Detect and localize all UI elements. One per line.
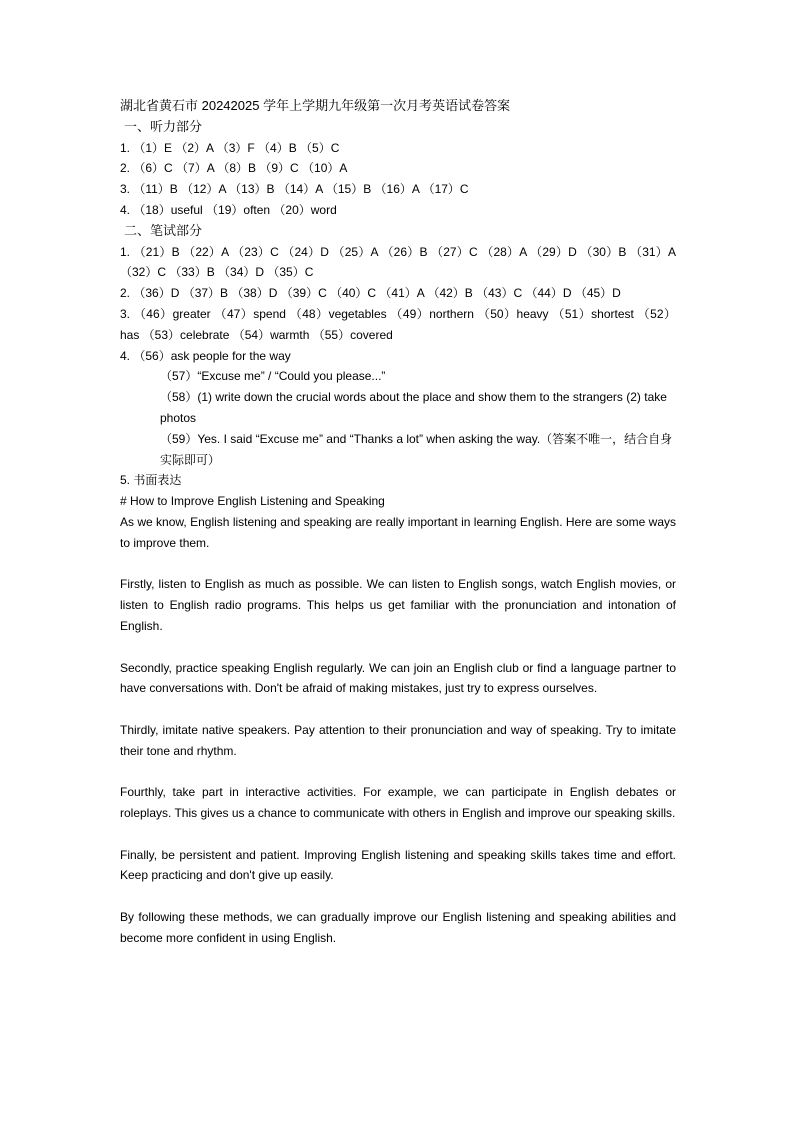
written-answers-1: 1. （21）B （22）A （23）C （24）D （25）A （26）B （27）C （28）A （29）D （30）B （31）A （32）C （33）B （34）D （35）C [120, 244, 676, 280]
written-answers-2: 2. （36）D （37）B （38）D （39）C （40）C （41）A （42）B （43）C （44）D （45）D [120, 286, 621, 301]
listening-answers-2: 2. （6）C （7）A （8）B （9）C （10）A [120, 161, 348, 176]
document-title: 湖北省黄石市 20242025 学年上学期九年级第一次月考英语试卷答案 [120, 98, 511, 113]
paragraph-spacer [120, 554, 676, 575]
section-heading-listening: 一、听力部分 [124, 118, 203, 134]
essay-title: # How to Improve English Listening and Speaking [120, 494, 385, 509]
paragraph-spacer [120, 762, 676, 783]
answer-59: （59）Yes. I said “Excuse me” and “Thanks a lot” when asking the way.（答案不唯一，结合自身实际即可） [160, 431, 673, 467]
paragraph-spacer [120, 886, 676, 907]
listening-answers-4: 4. （18）useful （19）often （20）word [120, 202, 337, 217]
essay-paragraph-fourthly: Fourthly, take part in interactive activities. For example, we can participate in English debates or roleplays. This gives us a chance to communicate with others in English and improve our speaking skills. [120, 785, 676, 821]
essay-paragraph-thirdly: Thirdly, imitate native speakers. Pay attention to their pronunciation and way of speaking. Try to imitate their tone and rhythm. [120, 722, 676, 758]
answer-57: （57）“Excuse me” / “Could you please...” [160, 369, 386, 384]
essay-paragraph-intro: As we know, English listening and speaking are really important in learning English. Here are some ways to improve them. [120, 514, 676, 550]
written-answers-3: 3. （46）greater （47）spend （48）vegetables （49）northern （50）heavy （51）shortest （52）has （53）celebrate （54）warmth （55）covered [120, 306, 676, 342]
paragraph-spacer [120, 824, 676, 845]
listening-answers-1: 1. （1）E （2）A （3）F （4）B （5）C [120, 140, 340, 155]
answer-sheet [120, 96, 676, 949]
answer-58: （58）(1) write down the crucial words about the place and show them to the strangers (2) take photos [160, 390, 667, 425]
paragraph-spacer [120, 699, 676, 720]
essay-paragraph-firstly: Firstly, listen to English as much as possible. We can listen to English songs, watch English movies, or listen to English radio programs. This helps us get familiar with the pronunciation and intonation of English. [120, 577, 676, 633]
essay-paragraph-finally: Finally, be persistent and patient. Improving English listening and speaking skills takes time and effort. Keep practicing and don't give up easily. [120, 847, 676, 883]
listening-answers-3: 3. （11）B （12）A （13）B （14）A （15）B （16）A （17）C [120, 182, 469, 197]
written-answers-4: 4. （56）ask people for the way [120, 348, 291, 363]
essay-paragraph-secondly: Secondly, practice speaking English regularly. We can join an English club or find a language partner to have conversations with. Don't be afraid of making mistakes, just try to express ourselves. [120, 660, 676, 696]
section-heading-written: 二、笔试部分 [124, 222, 203, 238]
paragraph-spacer [120, 637, 676, 658]
writing-heading: 5. 书面表达 [120, 473, 182, 488]
essay-paragraph-conclusion: By following these methods, we can gradually improve our English listening and speaking abilities and become more confident in using English. [120, 910, 676, 945]
